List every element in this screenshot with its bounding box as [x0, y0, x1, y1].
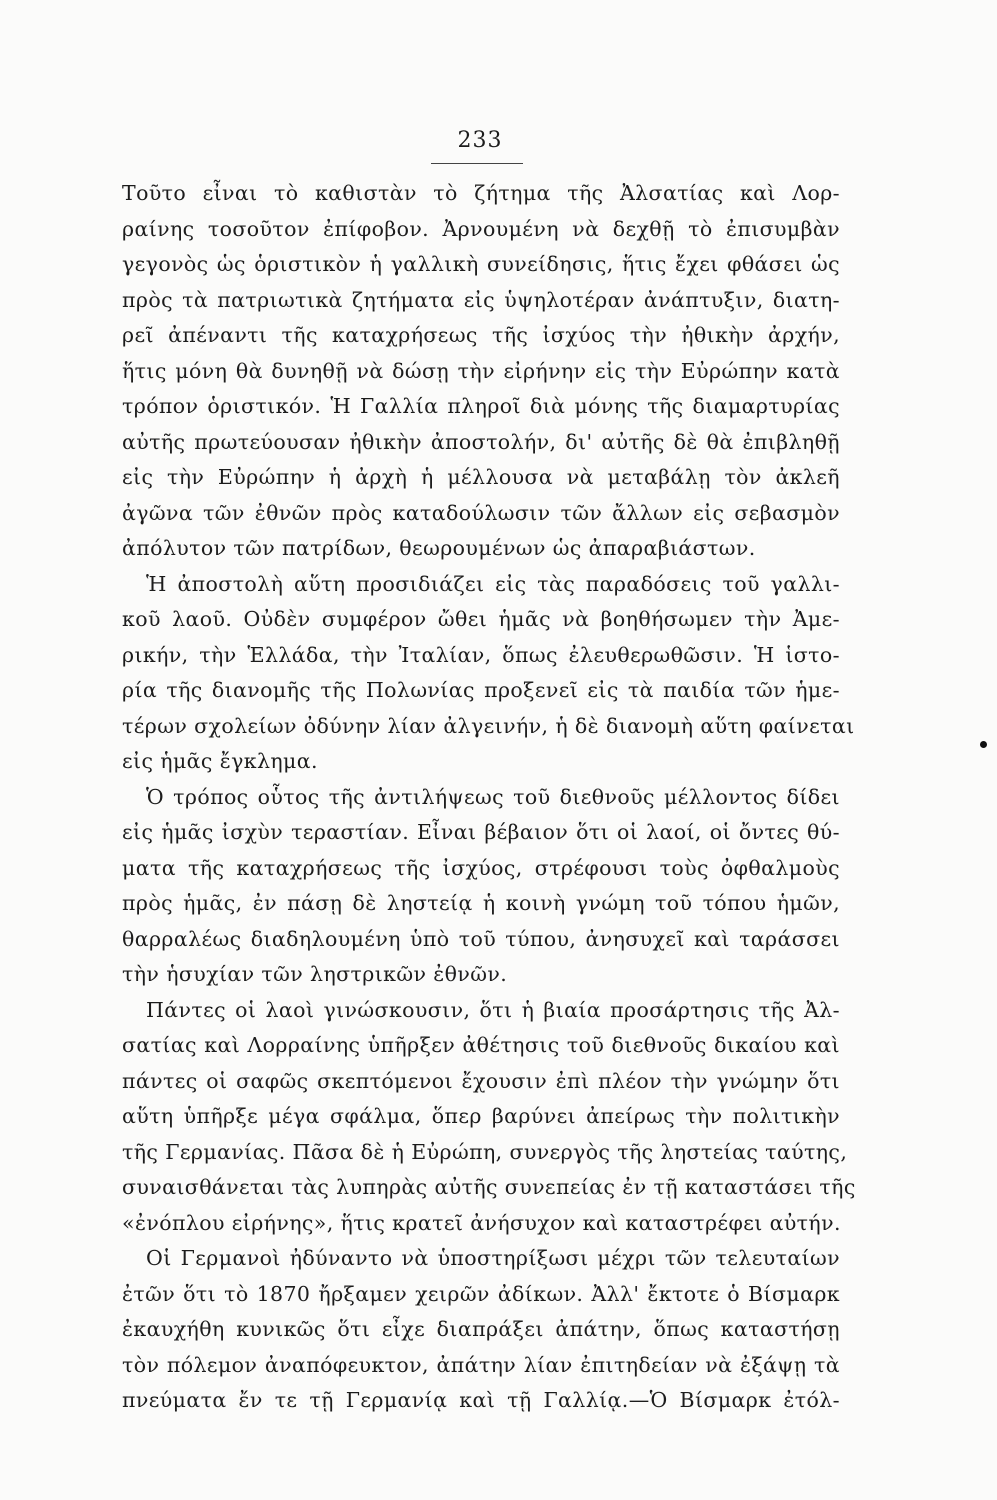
text-line: Τοῦτο εἶναι τὸ καθιστὰν τὸ ζήτημα τῆς Ἀλσατίας καὶ Λορ- [122, 181, 840, 205]
text-line: ραίνης τοσοῦτον ἐπίφοβον. Ἀρνουμένη νὰ δεχθῇ τὸ ἐπισυμβὰν [122, 216, 840, 241]
page-number-rule [431, 163, 523, 164]
text-line: τρόπον ὁριστικόν. Ἡ Γαλλία πληροῖ διὰ μόνης τῆς διαμαρτυρίας [122, 394, 840, 418]
text-line: Ἡ ἀποστολὴ αὕτη προσιδιάζει εἰς τὰς παραδόσεις τοῦ γαλλι- [146, 571, 840, 596]
text-line: σατίας καὶ Λορραίνης ὑπῆρξεν ἀθέτησις τοῦ διεθνοῦς δικαίου καὶ [122, 1033, 840, 1057]
text-line: θαρραλέως διαδηλουμένη ὑπὸ τοῦ τύπου, ἀνησυχεῖ καὶ ταράσσει [122, 926, 840, 951]
text-line: πρὸς τὰ πατριωτικὰ ζητήματα εἰς ὑψηλοτέραν ἀνάπτυξιν, διατη- [122, 287, 840, 312]
text-line: ρικήν, τὴν Ἑλλάδα, τὴν Ἰταλίαν, ὅπως ἐλευθερωθῶσιν. Ἡ ἱστο- [122, 642, 840, 667]
text-line: συναισθάνεται τὰς λυπηρὰς αὐτῆς συνεπείας ἐν τῇ καταστάσει τῆς [122, 1175, 856, 1199]
text-line: εἰς ἡμᾶς ἰσχὺν τεραστίαν. Εἶναι βέβαιον ὅτι οἱ λαοί, οἱ ὄντες θύ- [122, 820, 840, 844]
text-line: ἥτις μόνη θὰ δυνηθῇ νὰ δώσῃ τὴν εἰρήνην εἰς τὴν Εὐρώπην κατὰ [122, 358, 840, 383]
text-line: ματα τῆς καταχρήσεως τῆς ἰσχύος, στρέφουσι τοὺς ὀφθαλμοὺς [122, 855, 840, 880]
text-line: τὴν ἡσυχίαν τῶν ληστρικῶν ἐθνῶν. [122, 962, 508, 986]
text-line: γεγονὸς ὡς ὁριστικὸν ἡ γαλλικὴ συνείδησις, ἥτις ἔχει φθάσει ὡς [122, 252, 840, 276]
text-line: τῆς Γερμανίας. Πᾶσα δὲ ἡ Εὐρώπη, συνεργὸς τῆς ληστείας ταύτης, [122, 1139, 848, 1164]
text-line: αὐτῆς πρωτεύουσαν ἠθικὴν ἀποστολήν, δι' αὐτῆς δὲ θὰ ἐπιβληθῇ [122, 429, 840, 454]
body-text [122, 176, 856, 1419]
text-line: αὕτη ὑπῆρξε μέγα σφάλμα, ὅπερ βαρύνει ἀπείρως τὴν πολιτικὴν [122, 1104, 840, 1128]
text-line: ἐκαυχήθη κυνικῶς ὅτι εἶχε διαπράξει ἀπάτην, ὅπως καταστήσῃ [122, 1317, 840, 1341]
text-line: τέρων σχολείων ὀδύνην λίαν ἀλγεινήν, ἡ δὲ διανομὴ αὕτη φαίνεται [122, 713, 855, 738]
margin-ink-dot [980, 741, 987, 748]
text-line: Ὁ τρόπος οὗτος τῆς ἀντιλήψεως τοῦ διεθνοῦς μέλλοντος δίδει [146, 784, 840, 809]
text-line: ἐτῶν ὅτι τὸ 1870 ἤρξαμεν χειρῶν ἀδίκων. Ἀλλ' ἔκτοτε ὁ Βίσμαρκ [122, 1281, 840, 1306]
text-line: πρὸς ἡμᾶς, ἐν πάσῃ δὲ ληστείᾳ ἡ κοινὴ γνώμη τοῦ τόπου ἡμῶν, [122, 891, 840, 915]
text-line: εἰς ἡμᾶς ἔγκλημα. [122, 749, 318, 773]
text-line: ρεῖ ἀπέναντι τῆς καταχρήσεως τῆς ἰσχύος τὴν ἠθικὴν ἀρχήν, [122, 323, 840, 347]
text-line: πάντες οἱ σαφῶς σκεπτόμενοι ἔχουσιν ἐπὶ πλέον τὴν γνώμην ὅτι [122, 1068, 840, 1093]
text-line: πνεύματα ἔν τε τῇ Γερμανίᾳ καὶ τῇ Γαλλίᾳ.—Ὁ Βίσμαρκ ἐτόλ- [122, 1388, 840, 1412]
text-line: κοῦ λαοῦ. Οὐδὲν συμφέρον ὤθει ἡμᾶς νὰ βοηθήσωμεν τὴν Ἀμε- [122, 607, 840, 631]
text-line: Πάντες οἱ λαοὶ γινώσκουσιν, ὅτι ἡ βιαία προσάρτησις τῆς Ἀλ- [146, 997, 840, 1022]
text-line: ἀγῶνα τῶν ἐθνῶν πρὸς καταδούλωσιν τῶν ἄλλων εἰς σεβασμὸν [122, 500, 840, 525]
page-number: 233 [457, 128, 503, 153]
text-line: Οἱ Γερμανοὶ ἠδύναντο νὰ ὑποστηρίξωσι μέχρι τῶν τελευταίων [146, 1246, 840, 1270]
text-line: τὸν πόλεμον ἀναπόφευκτον, ἀπάτην λίαν ἐπιτηδείαν νὰ ἐξάψῃ τὰ [122, 1352, 840, 1377]
text-line: ἀπόλυτον τῶν πατρίδων, θεωρουμένων ὡς ἀπαραβιάστων. [122, 536, 756, 560]
text-line: ρία τῆς διανομῆς τῆς Πολωνίας προξενεῖ εἰς τὰ παιδία τῶν ἡμε- [122, 678, 840, 702]
text-line: εἰς τὴν Εὐρώπην ἡ ἀρχὴ ἡ μέλλουσα νὰ μεταβάλῃ τὸν ἀκλεῆ [122, 465, 840, 489]
text-line: «ἐνόπλου εἰρήνης», ἥτις κρατεῖ ἀνήσυχον καὶ καταστρέφει αὐτήν. [122, 1210, 841, 1235]
